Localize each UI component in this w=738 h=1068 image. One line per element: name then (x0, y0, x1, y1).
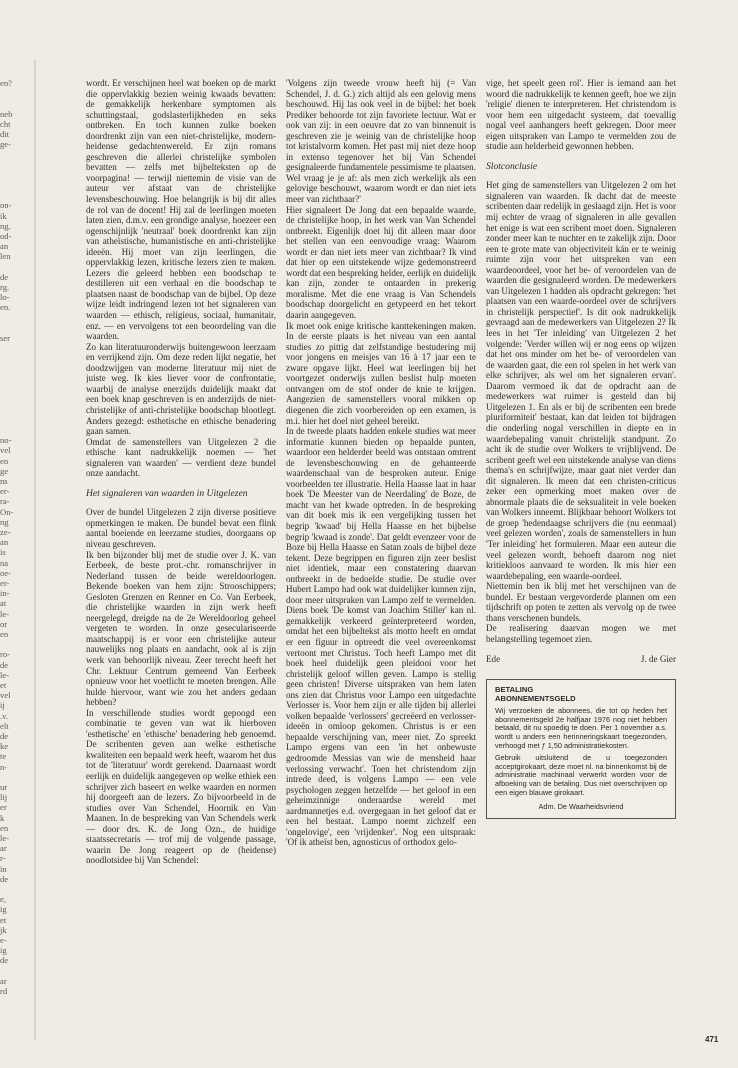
prev-column-fragment-line (0, 966, 32, 976)
prev-column-fragment-line: de (0, 873, 9, 884)
prev-column-fragment-line: e- (0, 935, 7, 946)
prev-column-fragment-line: n- (0, 761, 8, 772)
prev-column-fragment-line: na (0, 557, 9, 568)
prev-column-fragment-line: k (0, 812, 5, 823)
prev-column-fragment-line: de (0, 271, 9, 282)
prev-column-fragment-line: et (0, 679, 7, 690)
paragraph: Over de bundel Uitgelezen 2 zijn diverse positieve opmerkingen te maken. De bundel bevat een flink aantal boeiende en leerzame studies, doorgaans op niveau geschreven. (86, 507, 276, 549)
prev-column-fragment-line: r- (0, 853, 6, 864)
prev-column-fragment-line: et (0, 914, 7, 925)
prev-column-fragment-line (0, 425, 32, 435)
payment-notice-box (486, 679, 676, 819)
prev-column-fragment-line: ke (0, 741, 9, 752)
prev-column-fragment-line: rg. (0, 282, 10, 293)
prev-column-fragment-line: ng. (0, 220, 11, 231)
prev-column-fragment-line: ge (0, 465, 9, 476)
signoff-author: J. de Gier (640, 654, 676, 665)
prev-column-fragment-line: neb (0, 108, 13, 119)
prev-column-fragment-line: de (0, 731, 9, 741)
prev-column-fragment-line: ge- (0, 139, 11, 150)
prev-column-fragment-line: On- (0, 506, 14, 517)
paragraph: Zo kan literatuuronderwijs buitengewoon leerzaam en verrijkend zijn. Om deze reden lijkt negatie, het doodzwijgen van moderne literatuur mij niet de juiste weg. Ik kies liever voor de confrontatie, waarbij de analyse enerzijds duidelijk maakt dat een boek knap geschreven is en anderzijds de niet-christelijke of anti-christelijke boodschap blootlegt. Anders gezegd: esthetische en ethische benadering gaan samen. (86, 341, 276, 437)
prev-column-fragment-line (0, 88, 32, 98)
prev-column-fragment-line: ig (0, 945, 7, 956)
paragraph: In verschillende studies wordt gepoogd een combinatie te geven van wat ik hierboven 'esthetische' en 'ethische' benadering heb genoemd. De scribenten geven aan welke esthetische kwaliteiten een bepaald werk heeft, waarom het dus tot de 'literatuur' wordt gerekend. Daarnaast wordt eerlijk en duidelijk aangegeven op welke ethiek een schrijver zich baseert en welke waarden en normen hij doorgeeft aan de lezers. Zo bijvoorbeeld in de studies over Van Schendel, Hoornik en Van Maanen. In de bespreking van Van Schendels werk — door drs. K. de Jong Ozn., de huidige staatssecretaris — trof mij de volgende passage, waarin De Jong reageert op de (heidense) noodlotsidee bij Van Schendel: (86, 707, 276, 866)
prev-column-fragment-line (0, 149, 32, 159)
prev-column-fragment-line: lo- (0, 292, 10, 303)
prev-column-fragment-line (0, 415, 32, 425)
prev-column-fragment-line: le- (0, 669, 10, 680)
prev-column-fragment-line (0, 323, 32, 333)
prev-column-fragment-line: jk (0, 924, 7, 935)
prev-column-fragment-line: in (0, 863, 7, 874)
prev-column-fragment-line: dit (0, 129, 10, 140)
paragraph: Het ging de samenstellers van Uitgelezen 2 om het signaleren van waarden. Ik dacht dat de meeste scribenten daar redelijk in geslaagd zijn. Het is voor mij echter de vraag of signaleren in alle gevallen het enige is wat een scribent moet doen. Signaleren zonder meer kan te nuchter en te zakelijk zijn. Door een te grote mate van objectiviteit kán er te weinig ruimte zijn voor het uitspreken van een waardeoordeel, voor het be- of veroordelen van de waarden die gesignaleerd worden. De medewerkers van Uitgelezen 1 hadden als opdracht gekregen: 'het plaatsen van een waarde-oordeel over de schrijvers in christelijk perspectief'. Is dit ook nadrukkelijk gevraagd aan de medewerkers van Uitgelezen 2? Ik lees in het 'Ter inleiding' van Uitgelezen 2 het volgende: 'Verder willen wij er nog eens op wijzen dat het ons minder om het be- of veroordelen van de waarden gaat, die een rol spelen in het werk van elke schrijver, als wel om het signaleren ervan'. Daarom vermoed ik dat de opdracht aan de medewerkers wat ruimer is gesteld dan bij Uitgelezen 1. En als er bij de scribenten een brede pluriformiteit' bestaat, kan dat leiden tot bijdragen die onderling nogal verschillen in diepte en in waardebepaling vanuit christelijk standpunt. Zo acht ik de studie over Wolkers te vrijblijvend. De scribent geeft wel een uitstekende analyse van diens thema's en schrijfwijze, maar gaat niet verder dan dit signaleren. Ik meen dat een christen-criticus zeker een opmerking moet maken over de abnormale plaats die de seksualiteit in vele boeken van Wolkers inneemt. Blijkbaar behoort Wolkers tot de groep 'hedendaagse schrijvers die (nu eenmaal) veel gelezen worden', zoals de samenstellers in hun 'Ter inleiding' het formuleren. Maar een auteur die veel gelezen wordt, behoeft daarom nog niet kritiekloos aanvaard te worden. Ik mis hier een waardebepaling, een waarde-oordeel. (486, 180, 676, 581)
prev-column-fragment-line: an (0, 241, 9, 252)
prev-column-fragment-line: le- (0, 608, 10, 619)
prev-column-fragment-line: ar (0, 975, 7, 986)
prev-column-fragment-line: cht (0, 118, 11, 129)
prev-column-fragment-line: ser (0, 333, 11, 344)
prev-column-fragment-line (0, 190, 32, 200)
paragraph: Ik ben bijzonder blij met de studie over J. K. van Eerbeek, de beste prot.-chr. romanschrijver in Nederland tussen de beide wereldoorlogen. Bekende boeken van hem zijn: Strooschippers; Gesloten Grenzen en Renner en Co. Van Eerbeek, die christelijke waarden in zijn werk heeft neergelegd, dreigde na de 2e Wereldoorlog geheel vergeten te worden. In onze geseculariseerde maatschappij is er voor een christelijke auteur nauwelijks nog plaats en aandacht, ook al is zijn werk van behoorlijk niveau. Zeer terecht heeft het Chr. Lektuur Centrum gemeend Van Eerbeek opnieuw voor het voetlicht te moeten brengen. Alle hulde hiervoor, want wie zou het anders gedaan hebben? (86, 549, 276, 708)
prev-column-fragment-line: de (0, 659, 9, 670)
signoff-place: Ede (486, 654, 501, 665)
article-column-1 (86, 78, 276, 1038)
paragraph: 'Volgens zijn tweede vrouw heeft hij (= Van Schendel, J. d. G.) zich altijd als een gelovig mens beschouwd. Hij las ook veel in de bijbel: het boek Prediker behoorde tot zijn favoriete lectuur. Wat er ook van zij: in een oeuvre dat zo van binnenuit is geschreven zie je weinig van de christelijke hoop tot kristalvorm komen. Het past mij niet deze hoop in extenso tegenover het bij Van Schendel gesignaleerde fundamentele pessimisme te plaatsen. Wel vraag je je af: als men zich werkelijk als een gelovige beschouwt, waarom wordt er dan niet iets meer van zichtbaar?' (286, 78, 476, 205)
section-heading: Het signaleren van waarden in Uitgelezen (86, 487, 248, 499)
prev-column-fragment-line (0, 160, 32, 170)
prev-column-fragment-line: rd (0, 986, 8, 997)
prev-column-fragment-line (0, 170, 32, 180)
prev-column-fragment-line: ik (0, 210, 7, 221)
prev-column-fragment-line (0, 405, 32, 415)
prev-column-fragment-line: on- (0, 200, 12, 211)
prev-column-fragment-line: en. (0, 302, 11, 313)
paragraph: vige, het speelt geen rol'. Hier is iemand aan het woord die nadrukkelijk te kennen geeft, hoe we zijn 'religie' dienen te interpreteren. Het christendom is voor hem een uitgedacht systeem, dat toevallig nogal veel aanhangers heeft gekregen. Door meer eigen uitspraken van Lampo te vermelden zou de studie aan helderheid gewonnen hebben. (486, 78, 676, 152)
prev-column-fragment-line: elt (0, 720, 9, 731)
article-column-3 (486, 78, 676, 1038)
prev-column-fragment-line (0, 772, 32, 782)
notice-heading-2: ABONNEMENTSGELD (495, 693, 576, 703)
prev-column-fragment-line: en (0, 455, 9, 466)
prev-column-fragment-line: at (0, 598, 7, 609)
paragraph: Ik moet ook enige kritische kanttekeningen maken. In de eerste plaats is het niveau van een aantal studies zo pittig dat zelfstandige bestudering mij voor jongens en meisjes van 16 à 17 jaar een te zware opgave lijkt. Heel wat leerlingen bij het voortgezet onderwijs zullen beslist hulp moeten ontvangen om de stof onder de knie te krijgen. Aangezien de samenstellers vooral mikken op diegenen die zich voorbereiden op een examen, is m.i. hier het doel niet geheel bereikt. (286, 320, 476, 426)
prev-column-fragment-line: .v. (0, 710, 9, 721)
prev-column-fragment-line (0, 639, 32, 649)
prev-column-fragment-line (0, 98, 32, 108)
paragraph: In de tweede plaats hadden enkele studies wat meer informatie kunnen bieden op bepaalde punten, waardoor een helderder beeld was ontstaan omtrent de levensbeschouwing en de gehanteerde waardenschaal van de besproken auteur. Enige voorbeelden ter illustratie. Hella Haasse laat in haar boek 'De Meester van de Neerdaling' de Boze, de macht van het kwade optreden. In de bespreking van dit boek mis ik een vergelijking tussen het begrip 'kwaad' bij Hella Haasse en het bijbelse begrip 'kwaad is zonde'. Dat geldt evenzeer voor de Boze bij Hella Haasse en Satan zoals de bijbel deze tekent. Deze begrippen en figuren zijn zeer beslist niet identiek, maar een constatering daarvan ontbreekt in de bedoelde studie. De studie over Hubert Lampo had ook wat duidelijker kunnen zijn, door meer uitspraken van Lampo zelf te vermelden. Diens boek 'De komst van Joachim Stiller' kan nl. gemakkelijk verkeerd geïnterpreteerd worden, omdat het een bijbeltekst als motto heeft en omdat er een figuur in optreedt die veel overeenkomst vertoont met Christus. Toch heeft Lampo met dit boek heel duidelijk geen pleidooi voor het christelijk geloof willen geven. Lampo is stellig geen christen! Diverse uitspraken van hem laten ons zien dat Christus voor Lampo een uitgedachte Verlosser is. Voor hem zijn er alle tijden bij allerlei volken bepaalde 'verlossers' gecreëerd en verlosser-ideeën in omloop gekomen. Christus is er een bepaalde verschijning van, meer niet. Zo spreekt Lampo ergens van een 'in het onbewuste gedroomde Messias van wie de mensheid haar verlossing verwacht'. Toen het christendom zijn intrede deed, is volgens Lampo — een vele psychologen zeggen hetzelfde — het geloof in een geheimzinnige onderaardse wereld met aardmannetjes e.d. overgegaan in het geloof dat er een hel bestaat. Lampo noemt zichzelf een 'ongelovige', een 'vrijdenker'. Nog een uitspraak: 'Of ik atheïst ben, agnosticus of orthodox gelo- (286, 426, 476, 848)
prev-column-fragment-line: od- (0, 231, 12, 242)
author-signoff (486, 654, 676, 665)
prev-column-fragment-line (0, 180, 32, 190)
notice-body-2: Gebruik uitsluitend de u toegezonden acceptgirokaart, deze moet nl. na binnenkomst bij de administratie machinaal verwerkt worden voor de afboeking van de betaling. Dus niet overschrijven op een eigen blauwe girokaart. (495, 753, 667, 797)
prev-column-fragment-line (0, 313, 32, 323)
prev-column-fragment-line: ns (0, 475, 8, 486)
prev-column-fragment-line: vel (0, 445, 11, 456)
paragraph: Niettemin ben ik blij met het verschijnen van de bundel. Er bestaan vergevorderde plannen om een tijdschrift op poten te zetten als vervolg op de twee thans verschenen bundels. (486, 581, 676, 623)
prev-column-fragment-line: no- (0, 435, 12, 446)
paragraph: Omdat de samenstellers van Uitgelezen 2 die ethische kant nadrukkelijk noemen — 'het signaleren van waarden' — verdient deze bundel onze aandacht. (86, 436, 276, 479)
prev-column-fragment-line: er- (0, 577, 10, 588)
prev-column-fragment-line: ng (0, 516, 9, 527)
paragraph: wordt. Er verschijnen heel wat boeken op de markt die oppervlakkig bezien weinig kwaads bevatten: de gemakkelijk herkenbare symptomen als schuttingstaal, godslasterlijkheden en seks ontbreken. En toch kunnen zulke boeken doordrenkt zijn van een niet-christelijke, modern-heidense gedachtenwereld. Er zijn romans geschreven die allerlei christelijke symbolen bevatten — zelfs met bijbelteksten op de voorpagina! — terwijl niettemin de visie van de auteur ver afstaat van de christelijke levensbeschouwing. Hoe belangrijk is bij dit alles de rol van de docent! Hij zal de leerlingen moeten laten zien, d.m.v. een grondige analyse, hoezeer een ogenschijnlijk 'neutraal' boek doordrenkt kan zijn van atheïstische, humanistische en anti-christelijke ideeën. Hij moet van zijn leerlingen, die oppervlakkig lezen, kritische lezers zien te maken. Lezers die geleerd hebben een boodschap te destilleren uit een verhaal en die boodschap te plaatsen naast de boodschap van de bijbel. Op deze wijze leidt indringend lezen tot het signaleren van waarden — ethisch, religieus, sociaal, humanitair, enz. — en vervolgens tot een beoordeling van die waarden. (86, 78, 276, 342)
prev-column-fragment-line: ra- (0, 496, 10, 507)
prev-column-fragment-line (0, 353, 32, 363)
page-gutter (34, 60, 36, 1040)
prev-column-fragment-line (0, 262, 32, 272)
prev-column-fragment-line: er (0, 802, 7, 813)
prev-column-fragment-line: ig (0, 904, 7, 915)
section-heading: Slotconclusie (486, 160, 538, 172)
prev-column-fragment-line: er- (0, 486, 10, 497)
page-number: 471 (705, 1035, 719, 1044)
prev-column-fragment-line: ro- (0, 649, 11, 660)
prev-column-fragment-line (0, 394, 32, 404)
prev-column-fragment-line: is (0, 547, 6, 558)
prev-column-fragment-line: de (0, 955, 9, 966)
prev-column-fragment-line: e, (0, 894, 6, 905)
notice-body-1: Wij verzoeken de abonnees, die tot op heden het abonnementsgeld 2e halfjaar 1976 nog niet hebben betaald, dit nu spoedig te doen. Per 1 november a.s. wordt u anders een herinneringskaart toegezonden, verhoogd met ƒ 1,50 administratiekosten. (495, 706, 667, 750)
prev-column-fragment-line: in- (0, 588, 10, 599)
notice-signature: Adm. De Waarheidsvriend (538, 802, 624, 812)
prev-column-fragment-line: vel (0, 690, 11, 701)
prev-column-fragment-line: en (0, 628, 9, 639)
prev-column-fragment-line (0, 374, 32, 384)
prev-column-fragment-line: ur (0, 782, 8, 793)
prev-column-fragment-line (0, 884, 32, 894)
paragraph: De realisering daarvan mogen we met belangstelling tegemoet zien. (486, 623, 676, 644)
article-column-2 (286, 78, 476, 1038)
prev-column-fragment-line: en? (0, 78, 12, 88)
prev-column-fragment-line: or (0, 618, 8, 629)
prev-column-fragment-line: le- (0, 833, 10, 844)
prev-column-fragment-line: len (0, 251, 11, 262)
prev-column-fragment-line: ar (0, 843, 7, 854)
prev-column-fragment-line: en (0, 822, 9, 833)
prev-column-fragment-line: an (0, 537, 9, 548)
prev-column-fragment-line (0, 384, 32, 394)
prev-column-fragment-line: te (0, 751, 7, 762)
previous-page-column-fragment (0, 78, 32, 1038)
notice-heading-1: BETALING (495, 684, 534, 694)
prev-column-fragment-line: ij (0, 700, 5, 711)
prev-column-fragment-line (0, 343, 32, 353)
prev-column-fragment-line: ze- (0, 526, 11, 537)
prev-column-fragment-line: oe- (0, 567, 11, 578)
paragraph: Hier signaleert De Jong dat een bepaalde waarde, de christelijke hoop, in het werk van Van Schendel ontbreekt. Eigenlijk doet hij dit alleen maar door het stellen van een eenvoudige vraag: Waarom wordt er dan niet iets meer van zichtbaar? Ik vind dat hier op een uitstekende wijze gedemonstreerd wordt dat een bespreking helder, eerlijk en duidelijk kan zijn, zonder te ontaarden in prekerig moralisme. Met die ene vraag is Van Schendels boodschap doorgelicht en getypeerd en het tekort daarin aangegeven. (286, 204, 476, 321)
prev-column-fragment-line: lij (0, 792, 8, 803)
prev-column-fragment-line (0, 364, 32, 374)
